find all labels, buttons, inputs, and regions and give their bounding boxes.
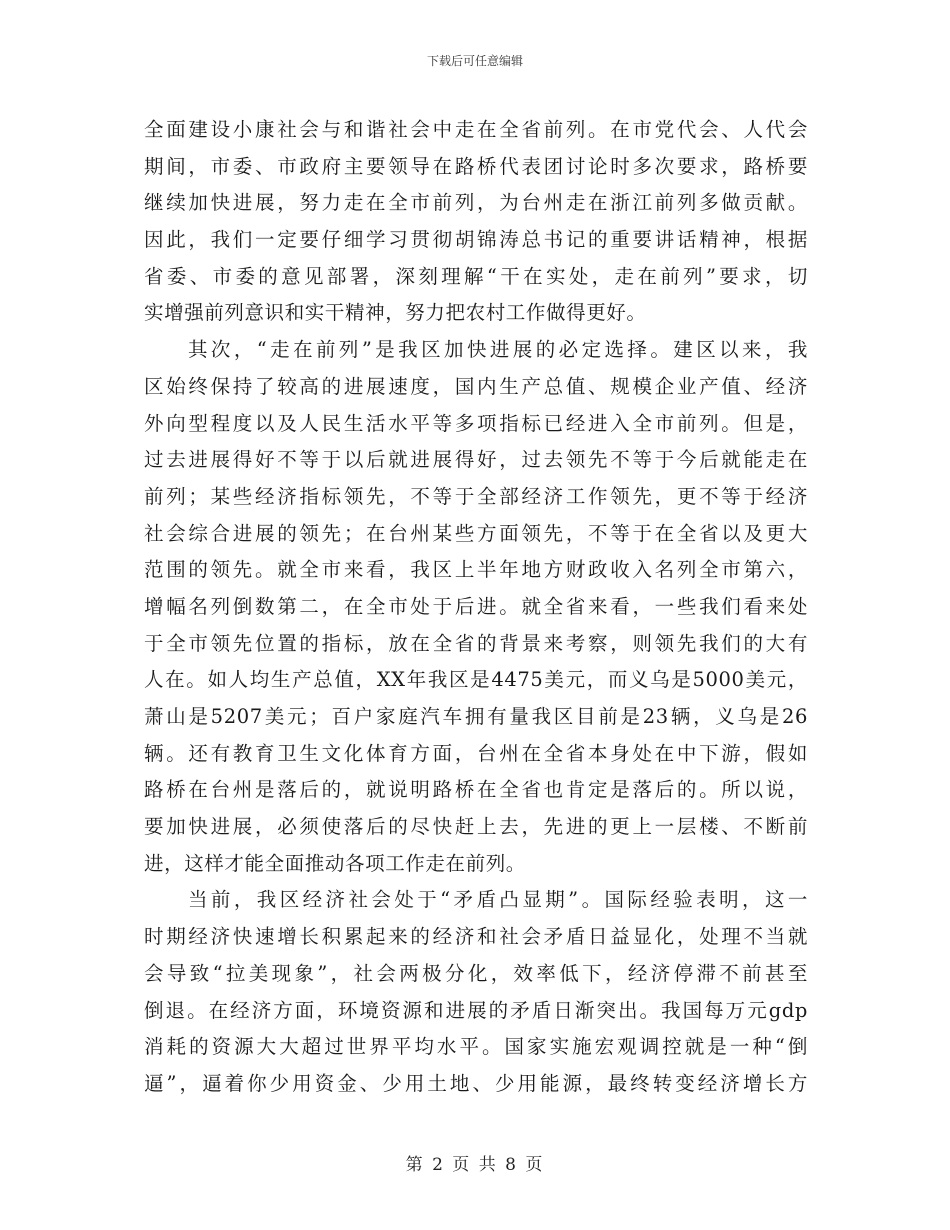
text-line: 过去进展得好不等于以后就进展得好，过去领先不等于今后就能走在 [144, 448, 808, 472]
text-line: 增幅名列倒数第二，在全市处于后进。就全省来看，一些我们看来处 [144, 594, 808, 618]
text-line: 社会综合进展的领先；在台州某些方面领先，不等于在全省以及更大 [144, 521, 808, 545]
text-line: 区始终保持了较高的进展速度，国内生产总值、规模企业产值、经济 [144, 374, 808, 398]
text-line: 消耗的资源大大超过世界平均水平。国家实施宏观调控就是一种“倒 [144, 1035, 808, 1059]
text-line: 进，这样才能全面推动各项工作走在前列。 [144, 851, 526, 875]
text-line: 范围的领先。就全市来看，我区上半年地方财政收入名列全市第六， [144, 558, 808, 582]
text-line: 逼”，逼着你少用资金、少用土地、少用能源，最终转变经济增长方 [144, 1071, 808, 1095]
page-header: 下载后可任意编辑 [426, 54, 523, 68]
page-number: 第 2 页 共 8 页 [405, 1155, 545, 1175]
paragraph [144, 882, 808, 1102]
document-body [144, 112, 808, 1103]
text-line: 期间，市委、市政府主要领导在路桥代表团讨论时多次要求，路桥要 [144, 154, 808, 178]
text-line: 省委、市委的意见部署，深刻理解“干在实处，走在前列”要求，切 [144, 264, 808, 288]
text-line: 于全市领先位置的指标，放在全省的背景来考察，则领先我们的大有 [144, 631, 808, 655]
paragraph [144, 332, 808, 882]
paragraph [144, 112, 808, 332]
text-line: 路桥在台州是落后的，就说明路桥在全省也肯定是落后的。所以说， [144, 778, 808, 802]
text-line: 前列；某些经济指标领先，不等于全部经济工作领先，更不等于经济 [144, 484, 808, 508]
text-line: 实增强前列意识和实干精神，努力把农村工作做得更好。 [144, 301, 647, 325]
text-line: 时期经济快速增长积累起来的经济和社会矛盾日益显化，处理不当就 [144, 925, 808, 949]
text-line: 倒退。在经济方面，环境资源和进展的矛盾日渐突出。我国每万元gdp [144, 998, 808, 1022]
text-line: 外向型程度以及人民生活水平等多项指标已经进入全市前列。但是， [144, 411, 808, 435]
text-line: 萧山是5207美元；百户家庭汽车拥有量我区目前是23辆，义乌是26 [144, 705, 808, 728]
text-line: 会导致“拉美现象”，社会两极分化，效率低下，经济停滞不前甚至 [144, 961, 808, 985]
text-line: 因此，我们一定要仔细学习贯彻胡锦涛总书记的重要讲话精神，根据 [144, 228, 808, 252]
text-line: 要加快进展，必须使落后的尽快赶上去，先进的更上一层楼、不断前 [144, 815, 808, 839]
text-line: 人在。如人均生产总值，XX年我区是4475美元，而义乌是5000美元， [144, 668, 808, 692]
text-line: 全面建设小康社会与和谐社会中走在全省前列。在市党代会、人代会 [144, 118, 808, 141]
text-line: 继续加快进展，努力走在全市前列，为台州走在浙江前列多做贡献。 [144, 191, 808, 215]
text-line: 其次，“走在前列”是我区加快进展的必定选择。建区以来，我 [188, 338, 808, 362]
text-line: 当前，我区经济社会处于“矛盾凸显期”。国际经验表明，这一 [188, 888, 808, 912]
text-line: 辆。还有教育卫生文化体育方面，台州在全省本身处在中下游，假如 [144, 741, 808, 765]
